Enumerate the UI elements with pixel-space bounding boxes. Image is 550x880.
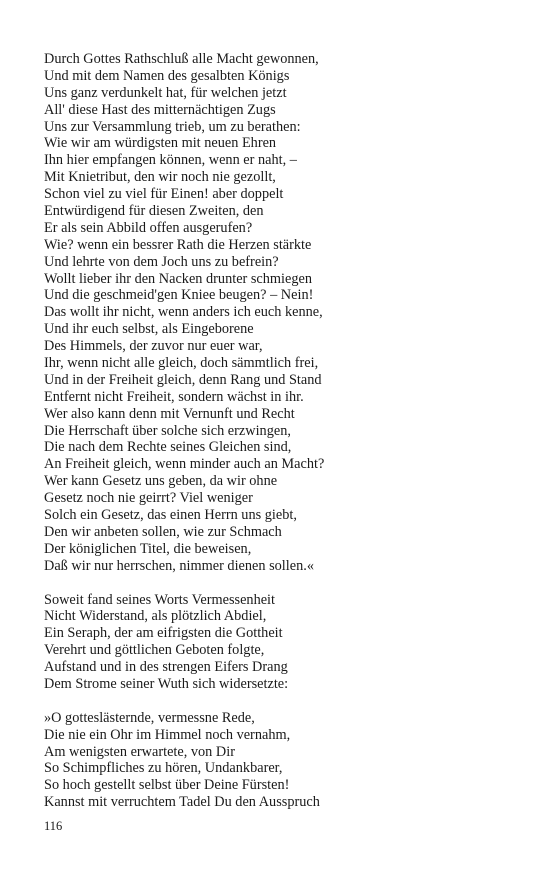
verse-line: Und mit dem Namen des gesalbten Königs [44,67,290,84]
verse-line: So Schimpfliches zu hören, Undankbarer, [44,760,283,777]
verse-line: Ein Seraph, der am eifrigsten die Gottheit [44,625,283,642]
verse-line: Nicht Widerstand, als plötzlich Abdiel, [44,608,267,625]
verse-line: Dem Strome seiner Wuth sich widersetzte: [44,675,289,692]
verse-line: Wie wir am würdigsten mit neuen Ehren [44,135,277,152]
verse-line: Und in der Freiheit gleich, denn Rang und Stand [44,371,322,388]
poem-text [44,51,514,811]
verse-line: Solch ein Gesetz, das einen Herrn uns giebt, [44,507,297,524]
verse-line: Das wollt ihr nicht, wenn anders ich euch kenne, [44,304,323,321]
verse-line: So hoch gestellt selbst über Deine Fürsten! [44,777,290,794]
verse-line: Wer kann Gesetz uns geben, da wir ohne [44,473,278,490]
verse-line: Gesetz noch nie geirrt? Viel weniger [44,490,253,507]
verse-line: Uns ganz verdunkelt hat, für welchen jetzt [44,84,287,101]
verse-line: Ihn hier empfangen können, wenn er naht, – [44,152,297,169]
verse-line: Den wir anbeten sollen, wie zur Schmach [44,523,282,540]
verse-line: Mit Knietribut, den wir noch nie gezollt, [44,169,276,186]
verse-line: Uns zur Versammlung trieb, um zu berathen: [44,118,301,135]
verse-line: Wie? wenn ein bessrer Rath die Herzen stärkte [44,236,312,253]
verse-line: Durch Gottes Rathschluß alle Macht gewonnen, [44,51,319,67]
stanza-2 [44,592,514,693]
verse-line: Des Himmels, der zuvor nur euer war, [44,338,263,355]
verse-line: Die nie ein Ohr im Himmel noch vernahm, [44,726,291,743]
page-number: 116 [44,819,63,833]
verse-line: Soweit fand seines Worts Vermessenheit [44,591,276,608]
verse-line: Der königlichen Titel, die beweisen, [44,540,252,557]
verse-line: Entfernt nicht Freiheit, sondern wächst in ihr. [44,388,304,405]
verse-line: All' diese Hast des mitternächtigen Zugs [44,101,276,118]
stanza-3 [44,710,514,811]
verse-line: Aufstand und in des strengen Eifers Drang [44,659,288,676]
verse-line: Wollt lieber ihr den Nacken drunter schmiegen [44,270,313,287]
verse-line: Verehrt und göttlichen Geboten folgte, [44,642,265,659]
verse-line: Schon viel zu viel für Einen! aber doppelt [44,186,284,203]
verse-line: Am wenigsten erwartete, von Dir [44,743,235,760]
verse-line: »O gotteslästernde, vermessne Rede, [44,709,255,726]
verse-line: Und ihr euch selbst, als Eingeborene [44,321,254,338]
verse-line: Daß wir nur herrschen, nimmer dienen sollen.« [44,557,314,574]
verse-line: Entwürdigend für diesen Zweiten, den [44,203,264,220]
stanza-1 [44,51,514,575]
verse-line: An Freiheit gleich, wenn minder auch an Macht? [44,456,325,473]
verse-line: Die nach dem Rechte seines Gleichen sind, [44,439,292,456]
verse-line: Wer also kann denn mit Vernunft und Recht [44,405,295,422]
verse-line: Ihr, wenn nicht alle gleich, doch sämmtlich frei, [44,355,319,372]
verse-line: Kannst mit verruchtem Tadel Du den Ausspruch [44,794,320,811]
verse-line: Und die geschmeid'gen Kniee beugen? – Nein! [44,287,314,304]
verse-line: Er als sein Abbild offen ausgerufen? [44,219,253,236]
verse-line: Die Herrschaft über solche sich erzwingen, [44,422,291,439]
verse-line: Und lehrte von dem Joch uns zu befrein? [44,253,279,270]
